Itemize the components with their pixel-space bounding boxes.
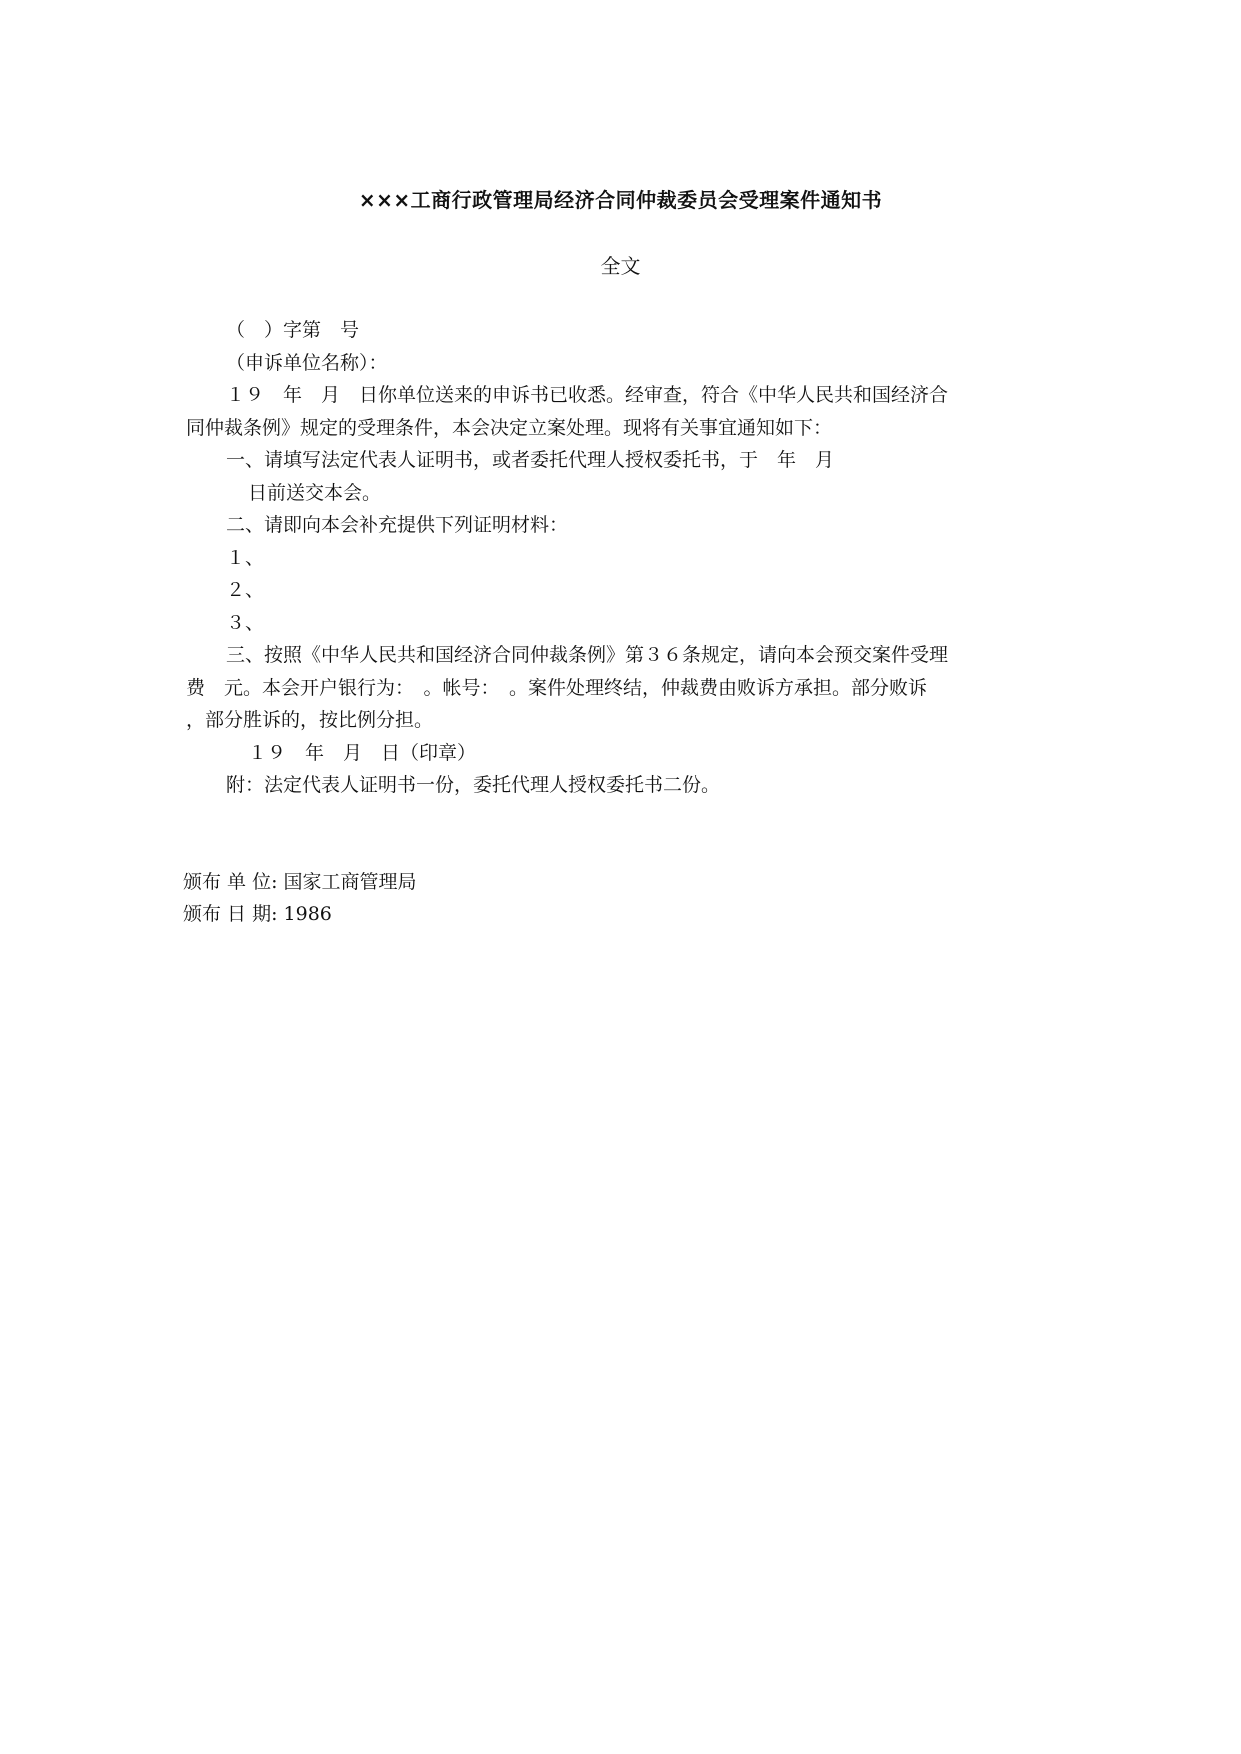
document-footer: [183, 866, 417, 930]
paragraph-line: １９ 年 月 日你单位送来的申诉书已收悉。经审查，符合《中华人民共和国经济合: [226, 384, 949, 406]
addressee-line: （申诉单位名称）：: [226, 351, 388, 374]
case-number-line: （ ）字第 号: [226, 319, 360, 341]
item-two-line: 二、请即向本会补充提供下列证明材料：: [226, 514, 569, 536]
list-item: ２、: [226, 579, 265, 601]
date-seal-line: １９ 年 月 日（印章）: [248, 741, 477, 764]
list-item: ３、: [226, 611, 265, 634]
attachment-line: 附：法定代表人证明书一份，委托代理人授权委托书二份。: [226, 774, 721, 796]
paragraph-line: 同仲裁条例》规定的受理条件，本会决定立案处理。现将有关事宜通知如下：: [186, 416, 833, 439]
item-three-continuation: 费 元。本会开户银行为： 。帐号： 。案件处理终结，仲裁费由败诉方承担。部分败诉: [186, 676, 928, 699]
item-three-continuation: ，部分胜诉的，按比例分担。: [186, 709, 434, 731]
document-body: [186, 314, 1066, 802]
list-item: １、: [226, 546, 265, 569]
item-one-line: 一、请填写法定代表人证明书，或者委托代理人授权委托书，于 年 月: [226, 449, 835, 471]
item-one-continuation: 日前送交本会。: [248, 481, 382, 504]
document-subtitle: 全文: [600, 254, 641, 278]
issuer-line: 颁布 单 位: 国家工商管理局: [183, 871, 417, 893]
item-three-line: 三、按照《中华人民共和国经济合同仲裁条例》第３６条规定，请向本会预交案件受理: [226, 644, 949, 666]
document-title: ×××工商行政管理局经济合同仲裁委员会受理案件通知书: [358, 188, 883, 212]
issue-date-line: 颁布 日 期: 1986: [183, 903, 332, 925]
